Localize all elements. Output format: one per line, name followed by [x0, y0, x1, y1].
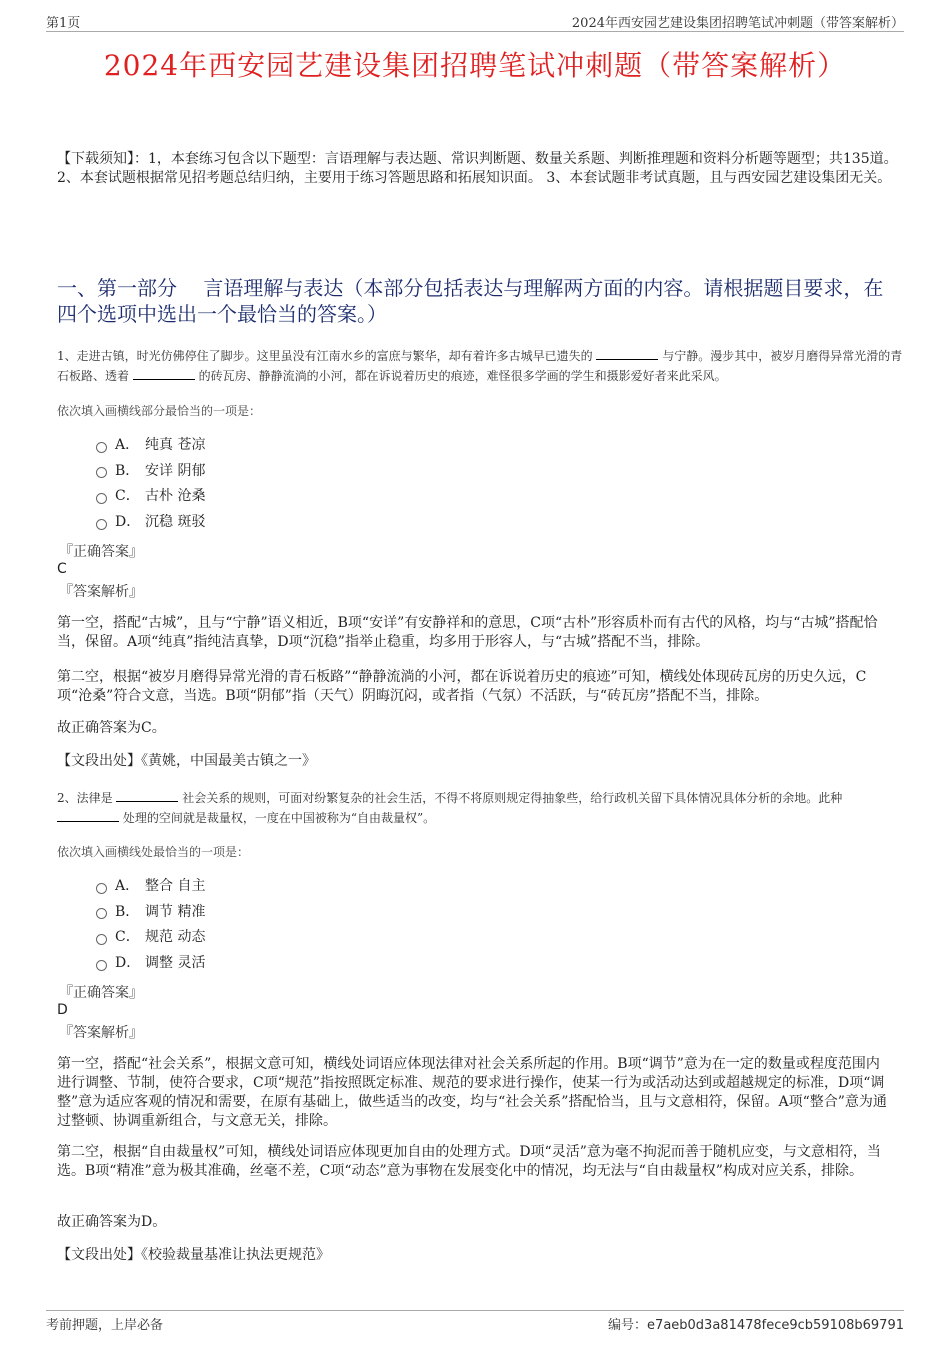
- analysis-paragraph: 第一空，搭配“社会关系”，根据文意可知，横线处词语应体现法律对社会关系所起的作用。B项“调节”意为在一定的数量或程度范围内进行调整、节制，使符合要求，C项“规范”指按照既定标准、规范的要求进行操作，使某一行为或活动达到或超越规定的标准，D项“调整”意为适应客观的情况和需要，在原有基础上，做些适当的改变，均与“社会关系”搭配恰当，且与文意相符，保留。A项“整合”意为通过整顿、协调重新组合，与文意无关，排除。: [57, 1056, 887, 1129]
- answer-label: 『正确答案』: [59, 544, 143, 560]
- analysis-paragraph: 第一空，搭配“古城”，且与“宁静”语义相近，B项“安详”有安静祥和的意思，C项“古朴”形容质朴而有古代的风格，均与“古城”搭配恰当，保留。A项“纯真”指纯洁真挚，D项“沉稳”指举止稳重，均多用于形容人，与“古城”搭配不当，排除。: [57, 615, 878, 650]
- correct-answer: C: [57, 561, 67, 577]
- source-citation: 【文段出处】《校验裁量基准让执法更规范》: [57, 1247, 330, 1263]
- question-2-prompt: 依次填入画横线处最恰当的一项是：: [57, 845, 250, 859]
- option-c[interactable]: C． 古朴 沧桑: [96, 484, 205, 510]
- question-1-stem: [57, 346, 907, 386]
- radio-icon[interactable]: [96, 908, 107, 919]
- option-b[interactable]: B． 安详 阴郁: [96, 459, 205, 485]
- section-heading: 一、第一部分 言语理解与表达（本部分包括表达与理解两方面的内容。请根据题目要求，在四个选项中选出一个最恰当的答案。）: [57, 276, 884, 326]
- option-a[interactable]: A． 纯真 苍凉: [96, 433, 205, 459]
- analysis-conclusion: 故正确答案为D。: [57, 1214, 167, 1230]
- download-notice: 【下载须知】：1，本套练习包含以下题型：言语理解与表达题、常识判断题、数量关系题、判断推理题和资料分析题等题型；共135道。 2、本套试题根据常见招考题总结归纳，主要用于练习答题思路和拓展知识面。 3、本套试题非考试真题，且与西安园艺建设集团无关。: [57, 151, 898, 186]
- option-d[interactable]: D． 沉稳 斑驳: [96, 510, 205, 536]
- header-divider: [46, 31, 904, 32]
- question-text: 与宁静。漫步其中，被岁月磨得异常光滑的青石板路、透着: [57, 349, 903, 383]
- radio-icon[interactable]: [96, 883, 107, 894]
- question-1-options: [96, 433, 205, 536]
- option-b[interactable]: B． 调节 精准: [96, 900, 205, 926]
- question-text: 1、走进古镇，时光仿佛停住了脚步。这里虽没有江南水乡的富庶与繁华，却有着许多古城早已遗失的: [57, 349, 593, 363]
- analysis-conclusion: 故正确答案为C。: [57, 720, 166, 736]
- source-citation: 【文段出处】《黄姚，中国最美古镇之一》: [57, 753, 316, 769]
- analysis-label: 『答案解析』: [59, 1025, 143, 1041]
- fill-blank: [116, 789, 178, 802]
- option-c[interactable]: C． 规范 动态: [96, 925, 205, 951]
- radio-icon[interactable]: [96, 442, 107, 453]
- page-title: 2024年西安园艺建设集团招聘笔试冲刺题（带答案解析）: [103, 49, 847, 82]
- analysis-paragraph: 第二空，根据“被岁月磨得异常光滑的青石板路”“静静流淌的小河，都在诉说着历史的痕迹”可知，横线处体现砖瓦房的历史久远，C项“沧桑”符合文意，当选。B项“阴郁”指（天气）阴晦沉闷，或者指（气氛）不活跃，与“砖瓦房”搭配不当，排除。: [57, 669, 867, 704]
- question-text: 社会关系的规则，可面对纷繁复杂的社会生活，不得不将原则规定得抽象些，给行政机关留下具体情况具体分析的余地。此种: [182, 791, 843, 805]
- radio-icon[interactable]: [96, 467, 107, 478]
- question-2-options: [96, 874, 205, 977]
- option-d[interactable]: D． 调整 灵活: [96, 951, 205, 977]
- page-header: [46, 12, 904, 32]
- question-text: 的砖瓦房、静静流淌的小河，都在诉说着历史的痕迹，难怪很多学画的学生和摄影爱好者来此采风。: [198, 369, 727, 383]
- header-doc-title: 2024年西安园艺建设集团招聘笔试冲刺题（带答案解析）: [571, 16, 904, 31]
- footer-divider: [46, 1310, 904, 1311]
- analysis-paragraph: 第二空，根据“自由裁量权”可知，横线处词语应体现更加自由的处理方式。D项“灵活”意为毫不拘泥而善于随机应变，与文意相符，当选。B项“精准”意为极其准确，丝毫不差，C项“动态”意为事物在发展变化中的情况，均无法与“自由裁量权”构成对应关系，排除。: [57, 1144, 881, 1179]
- page-number: 第1页: [46, 16, 81, 31]
- radio-icon[interactable]: [96, 934, 107, 945]
- radio-icon[interactable]: [96, 519, 107, 530]
- fill-blank: [133, 367, 195, 380]
- question-text: 2、法律是: [57, 791, 113, 805]
- radio-icon[interactable]: [96, 493, 107, 504]
- answer-label: 『正确答案』: [59, 985, 143, 1001]
- question-1-prompt: 依次填入画横线部分最恰当的一项是：: [57, 404, 262, 418]
- question-text: 处理的空间就是裁量权，一度在中国被称为“自由裁量权”。: [122, 811, 436, 825]
- code-value: e7aeb0d3a81478fece9cb59108b69791: [647, 1318, 904, 1333]
- question-2-stem: [57, 788, 907, 828]
- radio-icon[interactable]: [96, 960, 107, 971]
- correct-answer: D: [57, 1002, 68, 1018]
- footer-slogan: 考前押题，上岸必备: [46, 1318, 164, 1333]
- analysis-label: 『答案解析』: [59, 584, 143, 600]
- option-a[interactable]: A． 整合 自主: [96, 874, 205, 900]
- fill-blank: [57, 809, 119, 822]
- document-code: 编号：e7aeb0d3a81478fece9cb59108b69791: [608, 1318, 904, 1333]
- fill-blank: [596, 347, 658, 360]
